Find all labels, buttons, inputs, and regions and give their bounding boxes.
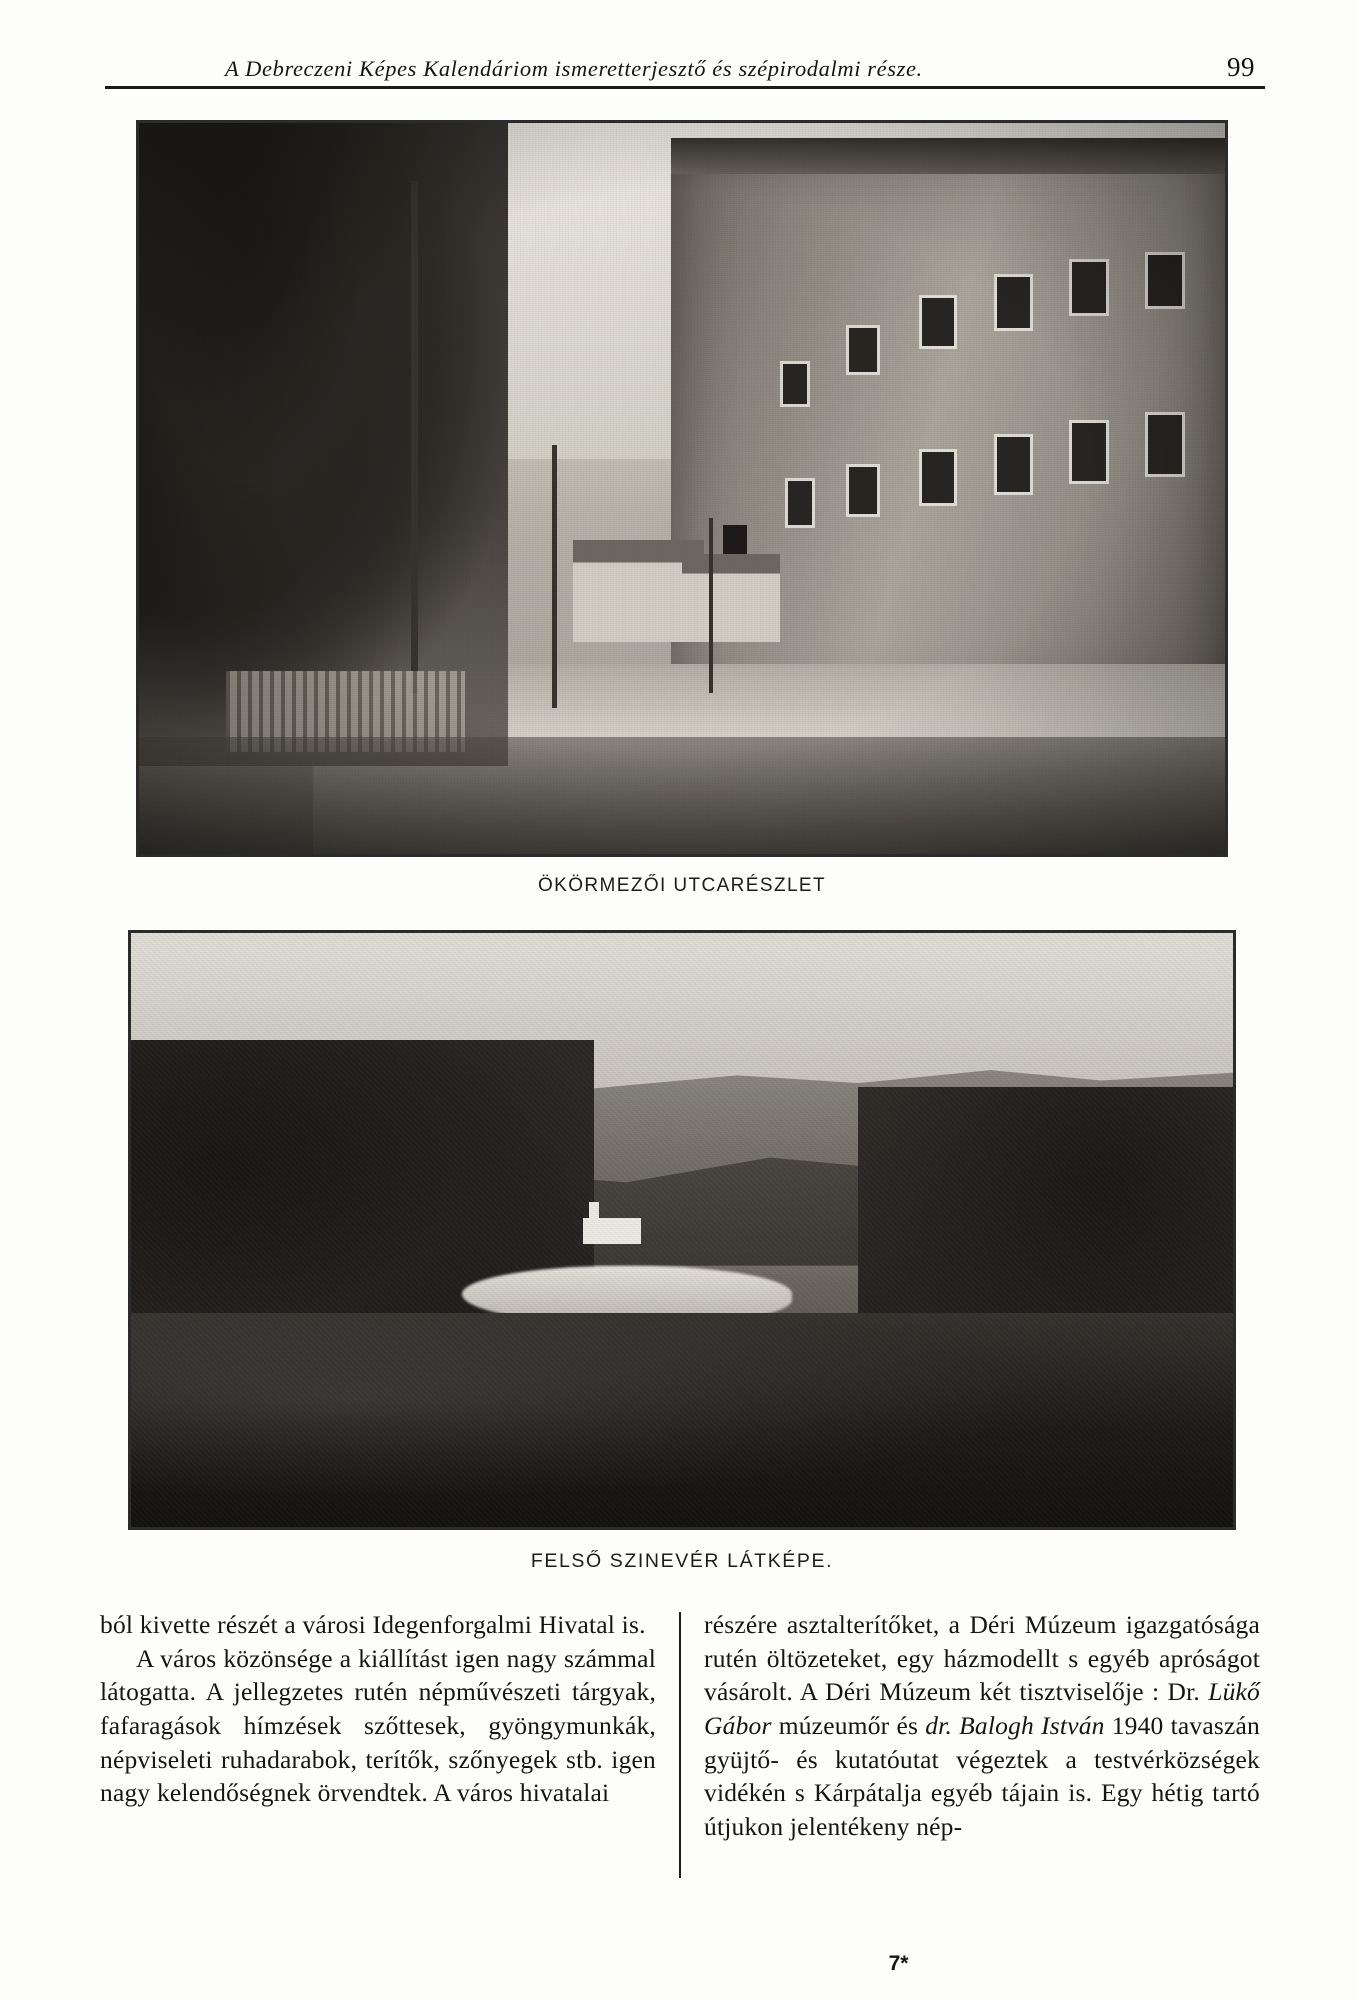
figure-szinever xyxy=(128,930,1236,1573)
figure-okormezo-frame xyxy=(136,120,1228,857)
text-run-italic: dr. Balogh István xyxy=(925,1710,1105,1740)
text-column-right xyxy=(704,1608,1260,1844)
paragraph xyxy=(704,1608,1260,1844)
body-text xyxy=(100,1608,1260,1844)
folio-signature: 7* xyxy=(888,1952,909,1975)
column-divider xyxy=(656,1608,704,1844)
figure-szinever-caption: FELSŐ SZINEVÉR LÁTKÉPE. xyxy=(530,1550,834,1572)
text-run-italic: Lükő Gábor xyxy=(704,1677,1260,1740)
running-head xyxy=(105,52,1265,83)
paragraph: ból kivette részét a városi Idegenforgalmi Hivatal is. xyxy=(100,1610,646,1639)
photo-vignette xyxy=(139,123,1225,854)
photo-grain-texture xyxy=(131,933,1233,1527)
page-number: 99 xyxy=(1227,52,1255,82)
figure-okormezo xyxy=(136,120,1228,897)
running-head-title: A Debreczeni Képes Kalendáriom ismeretterjesztő és szépirodalmi része. xyxy=(225,56,923,81)
text-column-left xyxy=(100,1608,656,1844)
photo-street-scene xyxy=(139,123,1225,854)
header-rule xyxy=(105,86,1265,89)
paragraph: A város közönsége a kiállítást igen nagy számmal látogatta. A jellegzetes rutén népművészeti tárgyak, fafaragások hímzések szőttesek, gyöngymunkák, népviseleti ruhadarabok, terítők, szőnyegek stb. igen nagy kelendőségnek örvendtek. A város hivatalai xyxy=(100,1643,656,1808)
text-run: múzeumőr és xyxy=(771,1710,926,1740)
figure-szinever-frame xyxy=(128,930,1236,1530)
figure-okormezo-caption: ÖKÖRMEZŐI UTCARÉSZLET xyxy=(537,875,827,896)
text-run: részére asztalterítőket, a Déri Múzeum igazgatósága rutén öltözeteket, egy házmodellt s egyéb apróságot vásárolt. A Déri Múzeum két tisztviselője : Dr. xyxy=(704,1610,1260,1707)
photo-landscape xyxy=(131,933,1233,1527)
text-run: 1940 tavaszán gyüjtő- és kutatóutat végeztek a testvérközségek vidékén s Kárpátalja egyéb tájain is. Egy hétig tartó útjukon jelentékeny nép- xyxy=(704,1710,1260,1841)
